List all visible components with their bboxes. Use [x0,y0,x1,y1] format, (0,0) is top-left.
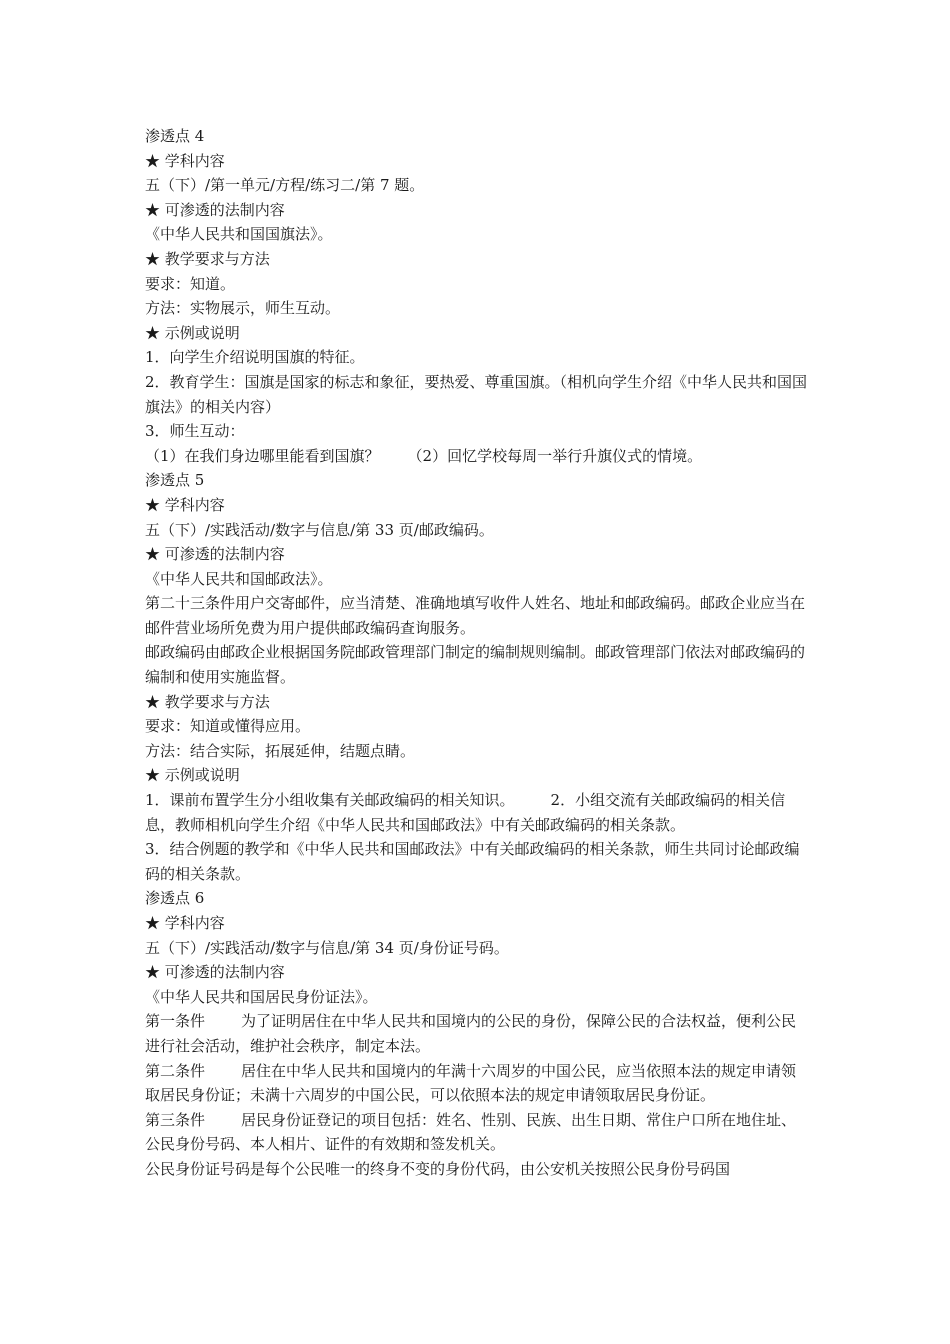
section-title: 渗透点 6 [145,889,205,908]
heading-method: ★ 教学要求与方法 [145,249,270,268]
method-text: 方法：结合实际，拓展延伸，结题点睛。 [145,741,416,760]
heading-method: ★ 教学要求与方法 [145,692,270,711]
article-body: 居民身份证登记的项目包括：姓名、性别、民族、出生日期、常住户口所在地住址、公民身份号码、本人相片、证件的有效期和签发机关。 [145,1110,797,1154]
article-text: 第二十三条件用户交寄邮件，应当清楚、准确地填写收件人姓名、地址和邮政编码。邮政企业应当在邮件营业场所免费为用户提供邮政编码查询服务。 [145,594,806,637]
heading-subject: ★ 学科内容 [145,495,225,514]
example-item: 1．课前布置学生分小组收集有关邮政编码的相关知识。 [145,791,515,810]
heading-law: ★ 可渗透的法制内容 [145,963,285,982]
heading-example: ★ 示例或说明 [145,766,240,785]
law-text: 《中华人民共和国国旗法》。 [145,225,333,244]
heading-subject: ★ 学科内容 [145,151,225,170]
example-item: 2．教育学生：国旗是国家的标志和象征，要热爱、尊重国旗。（相机向学生介绍《中华人民共和国国旗法》的相关内容） [145,372,808,416]
heading-subject: ★ 学科内容 [145,914,225,932]
article-text: 邮政编码由邮政企业根据国务院邮政管理部门制定的编制规则编制。邮政管理部门依法对邮政编码的编制和使用实施监督。 [145,643,806,687]
requirement-text: 要求：知道或懂得应用。 [145,717,311,736]
law-text: 《中华人民共和国邮政法》。 [145,569,333,588]
subject-text: 五（下）/第一单元/方程/练习二/第 7 题。 [145,176,425,195]
paragraph-text: 公民身份证号码是每个公民唯一的终身不变的身份代码，由公安机关按照公民身份号码国 [145,1159,731,1178]
example-item: 2．小组交流有关邮政编码的相关信息，教师相机向学生介绍《中华人民共和国邮政法》中有关邮政编码的相关条款。 [145,791,786,834]
law-text: 《中华人民共和国居民身份证法》。 [145,987,378,1006]
article-text [145,1009,810,1058]
article-text [145,1059,810,1108]
heading-law: ★ 可渗透的法制内容 [145,200,285,219]
subject-text: 五（下）/实践活动/数字与信息/第 34 页/身份证号码。 [145,938,509,957]
section-title: 渗透点 4 [145,127,205,145]
requirement-text: 要求：知道。 [145,274,236,293]
example-item: 1．向学生介绍说明国旗的特征。 [145,348,365,367]
article-label: 第一条件 [145,1012,206,1031]
example-subitem: （2）回忆学校每周一举行升旗仪式的情境。 [407,446,703,465]
article-label: 第三条件 [145,1110,206,1129]
example-items [145,788,810,837]
heading-example: ★ 示例或说明 [145,323,240,342]
heading-law: ★ 可渗透的法制内容 [145,545,285,564]
example-subitems [145,444,810,469]
method-text: 方法：实物展示，师生互动。 [145,299,341,318]
article-label: 第二条件 [145,1061,206,1080]
example-subitem: （1）在我们身边哪里能看到国旗？ [145,446,380,465]
article-body: 为了证明居住在中华人民共和国境内的公民的身份，保障公民的合法权益，便利公民进行社会活动，维护社会秩序，制定本法。 [145,1012,797,1055]
article-text [145,1108,810,1157]
section-title: 渗透点 5 [145,471,205,490]
example-item: 3．结合例题的教学和《中华人民共和国邮政法》中有关邮政编码的相关条款，师生共同讨论邮政编码的相关条款。 [145,840,800,883]
subject-text: 五（下）/实践活动/数字与信息/第 33 页/邮政编码。 [145,520,494,539]
article-body: 居住在中华人民共和国境内的年满十六周岁的中国公民，应当依照本法的规定申请领取居民身份证；未满十六周岁的中国公民，可以依照本法的规定申请领取居民身份证。 [145,1061,797,1105]
example-item: 3．师生互动： [145,422,245,441]
document-page [145,124,810,1182]
